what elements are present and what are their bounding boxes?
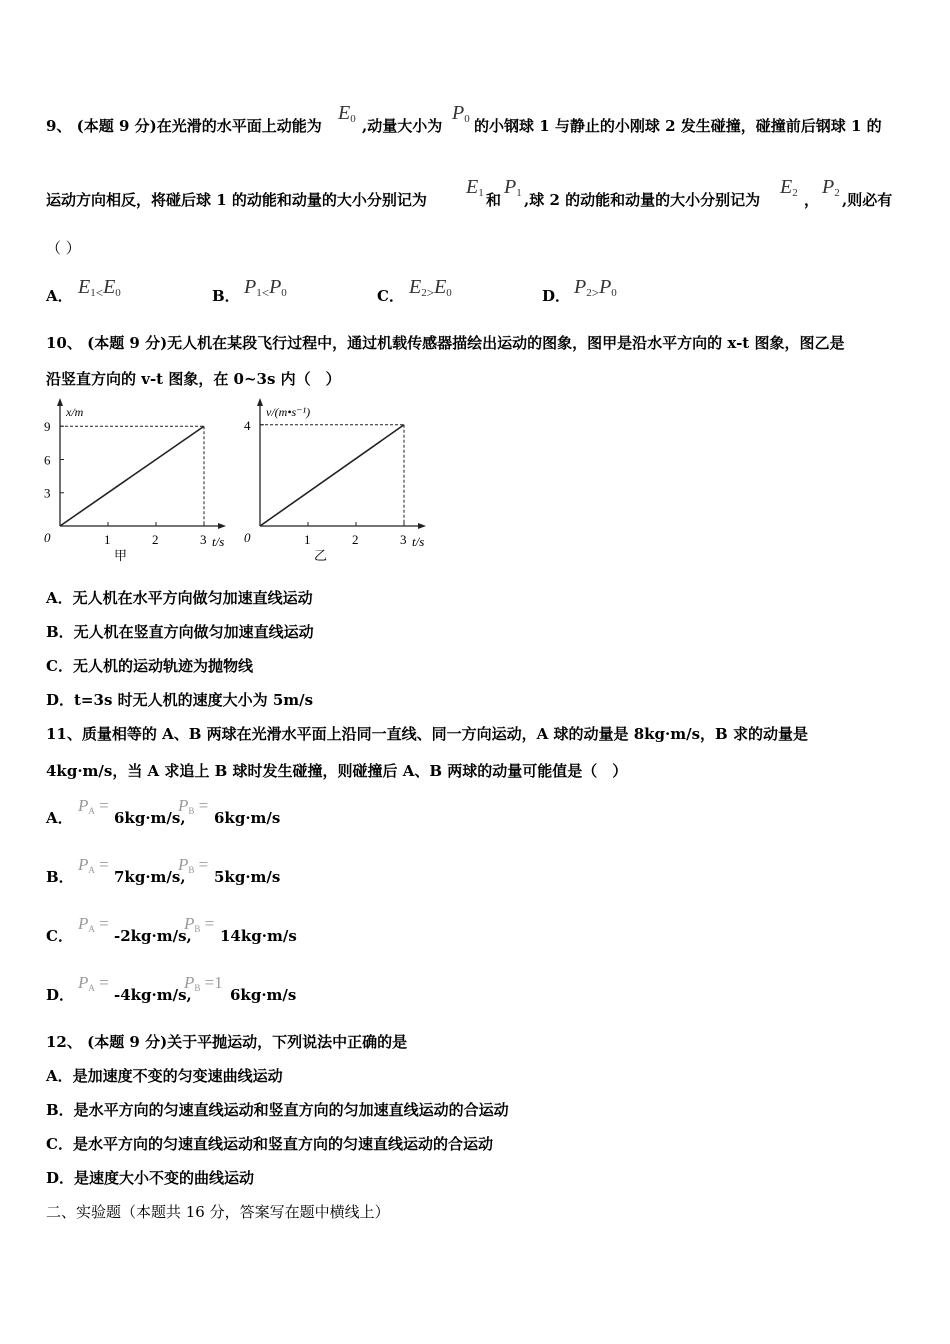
e0-symbol: $E_0$ [338,102,356,125]
pb-symbol: $P_B$ = [184,914,215,934]
q10-text-2: 沿竖直方向的 v-t 图象，在 0~3s 内（ ） [46,370,341,388]
section-2-heading: 二、实验题（本题共 16 分，答案写在题中横线上） [46,1203,390,1221]
q9-text-2c: ,球 2 的动能和动量的大小分别记为 [524,191,761,209]
q10-option-d: D．t=3s 时无人机的速度大小为 5m/s [46,691,314,709]
q10-option-c: C．无人机的运动轨迹为抛物线 [46,657,253,675]
q9-option-d-math: $P_{2>}P_0$ [574,276,617,300]
q11-option-c-pa: -2kg·m/s, [114,927,192,945]
q11-option-b-pa: 7kg·m/s, [114,868,186,886]
q11-option-a-label: A． [46,809,73,827]
q9-text-2d: ， [804,191,820,209]
pa-symbol: $P_A$ = [78,973,109,993]
q9-text-2a: 运动方向相反，将碰后球 1 的动能和动量的大小分别记为 [46,191,427,209]
pb-symbol: $P_B$ = [178,796,209,816]
x-tick-label: 3 [400,532,407,547]
y-tick-label: 9 [44,419,51,435]
y-tick-label: 4 [244,417,251,433]
p0-symbol: $P_0$ [452,102,470,125]
q9-option-d-label: D． [542,287,571,305]
q9-text-1a: 9、 (本题 9 分)在光滑的水平面上动能为 [46,117,322,135]
q12-option-d: D．是速度大小不变的曲线运动 [46,1169,255,1187]
q9-text-1b: ,动量大小为 [362,117,443,135]
q10-option-a: A．无人机在水平方向做匀加速直线运动 [46,589,313,607]
q9-option-b-math: $P_{1<}P_0$ [244,276,287,300]
q12-option-b: B．是水平方向的匀速直线运动和竖直方向的匀加速直线运动的合运动 [46,1101,509,1119]
q11-option-d-pa: -4kg·m/s, [114,986,192,1004]
q9-option-c-label: C． [377,287,404,305]
p1-symbol: $P_1$ [504,176,522,199]
x-tick-label: 2 [152,532,159,547]
pa-symbol: $P_A$ = [78,914,109,934]
q11-option-a-pb: 6kg·m/s [214,809,281,827]
q11-option-a-pa: 6kg·m/s, [114,809,186,827]
e1-symbol: $E_1$ [466,176,484,199]
x-axis-label: t/s [212,534,225,549]
y-tick-label: 3 [44,485,51,501]
x-axis-arrow [418,523,426,529]
pa-symbol: $P_A$ = [78,855,109,875]
q11-option-c-label: C． [46,927,73,945]
q9-option-a-label: A． [46,287,73,305]
x-tick-label: 3 [200,532,207,547]
chart-jia-xt [30,396,230,568]
q11-option-b-pb: 5kg·m/s [214,868,281,886]
y-axis-arrow [57,398,63,406]
p2-symbol: $P_2$ [822,176,840,199]
q11-option-d-label: D． [46,986,75,1004]
y-axis-label: v/(m•s⁻¹) [266,405,311,419]
q9-option-b-label: B． [212,287,240,305]
x-tick-label: 2 [352,532,359,547]
y-axis-arrow [257,398,263,406]
origin-label: 0 [244,530,251,545]
pa-symbol: $P_A$ = [78,796,109,816]
q11-text-2: 4kg·m/s，当 A 求追上 B 球时发生碰撞，则碰撞后 A、B 两球的动量可能值是（ ） [46,762,628,780]
q12-option-a: A．是加速度不变的匀变速曲线运动 [46,1067,283,1085]
q11-option-d-pb: 6kg·m/s [230,986,297,1004]
q12-option-c: C．是水平方向的匀速直线运动和竖直方向的匀速直线运动的合运动 [46,1135,493,1153]
chart-yi-vt [230,396,430,568]
y-tick-label: 6 [44,452,51,468]
y-axis-label: x/m [66,405,84,419]
origin-label: 0 [44,530,51,545]
e2-symbol: $E_2$ [780,176,798,199]
q11-option-c-pb: 14kg·m/s [220,927,297,945]
chart-caption: 甲 [114,548,128,563]
pb-symbol: $P_B =1$ [184,973,223,993]
x-axis-arrow [218,523,226,529]
q11-text-1: 11、质量相等的 A、B 两球在光滑水平面上沿同一直线、同一方向运动，A 球的动量是 8kg·m/s，B 求的动量是 [46,725,808,743]
q11-option-b-label: B． [46,868,74,886]
series-line [60,426,204,526]
q12-text-1: 12、 (本题 9 分)关于平抛运动，下列说法中正确的是 [46,1033,408,1051]
q9-option-a-math: $E_{1<}E_0$ [78,276,121,300]
q10-text-1: 10、 (本题 9 分)无人机在某段飞行过程中，通过机载传感器描绘出运动的图象，图甲是沿水平方向的 x-t 图象，图乙是 [46,334,845,352]
chart-caption: 乙 [314,548,328,563]
q9-text-2e: ,则必有 [842,191,893,209]
x-axis-label: t/s [412,534,425,549]
series-line [260,425,404,526]
q9-text-2b: 和 [486,191,502,209]
x-tick-label: 1 [104,532,111,547]
q9-option-c-math: $E_{2>}E_0$ [409,276,452,300]
q9-answer-bracket: （ ） [46,239,81,257]
q10-option-b: B．无人机在竖直方向做匀加速直线运动 [46,623,314,641]
q9-text-1c: 的小钢球 1 与静止的小刚球 2 发生碰撞，碰撞前后钢球 1 的 [474,117,882,135]
pb-symbol: $P_B$ = [178,855,209,875]
x-tick-label: 1 [304,532,311,547]
